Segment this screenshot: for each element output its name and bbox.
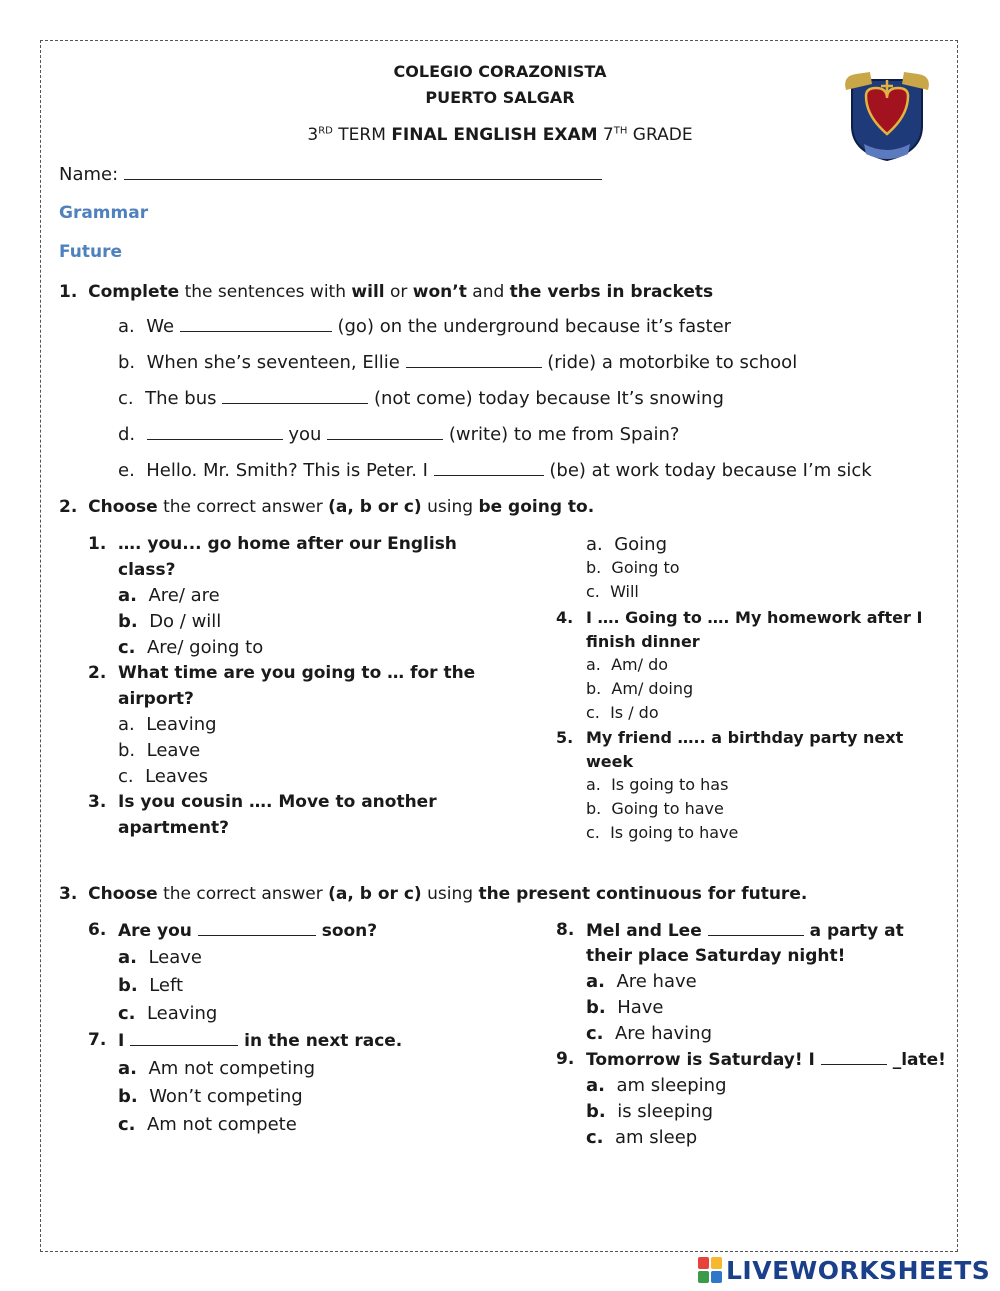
q1-a-blank[interactable] [180,316,332,332]
q2-item-4-question: I …. Going to …. My homework after I [586,608,923,627]
q3-item-9-question: Tomorrow is Saturday! I _late! [586,1050,946,1070]
q3-item-7-number: 7. [88,1030,107,1050]
q2-5-option-a[interactable]: a. Is going to has [586,775,729,794]
q3-item-9-number: 9. [556,1049,575,1069]
q2-item-5-question-cont: week [586,752,634,771]
q3-8-blank[interactable] [708,920,804,936]
q1-item-e: e. Hello. Mr. Smith? This is Peter. I (be) at work today because I’m sick [118,460,872,481]
name-label: Name: [59,164,119,185]
q3-item-8-question: Mel and Lee a party at [586,921,904,941]
q2-2-option-b[interactable]: b. Leave [118,740,201,761]
q1-b-blank[interactable] [406,352,542,368]
q2-3-option-a[interactable]: a. Going [586,534,668,555]
q2-4-option-c[interactable]: c. Is / do [586,703,659,722]
exam-title: 3RD TERM FINAL ENGLISH EXAM 7TH GRADE [307,125,693,145]
q2-item-5-number: 5. [556,728,574,747]
q3-item-6-question: Are you soon? [118,921,378,941]
q2-item-3-question: Is you cousin …. Move to another [118,792,437,812]
q3-item-7-question: I in the next race. [118,1031,403,1051]
q3-9-option-b[interactable]: b. is sleeping [586,1101,714,1122]
q2-3-option-c[interactable]: c. Will [586,582,639,601]
q3-item-8-number: 8. [556,920,575,940]
q2-3-option-b[interactable]: b. Going to [586,558,680,577]
liveworksheets-text: LIVEWORKSHEETS [726,1255,991,1285]
q1-item-a: a. We (go) on the underground because it’s faster [118,316,732,337]
q2-1-option-c[interactable]: c. Are/ going to [118,637,264,658]
school-crest-logo [842,66,932,162]
name-field[interactable] [59,164,602,185]
section-future: Future [59,242,123,262]
q1-d-blank-1[interactable] [147,424,283,440]
q2-item-5-question: My friend ….. a birthday party next [586,728,904,747]
q1-e-blank[interactable] [434,460,544,476]
q3-9-option-c[interactable]: c. am sleep [586,1127,698,1148]
q3-8-option-b[interactable]: b. Have [586,997,664,1018]
q3-item-8-question-cont: their place Saturday night! [586,946,846,966]
q1-item-d: d. you (write) to me from Spain? [118,424,680,445]
question-1-prompt: 1. Complete the sentences with will or won’t and the verbs in brackets [59,282,714,302]
q2-item-2-question-cont: airport? [118,689,194,709]
q3-9-option-a[interactable]: a. am sleeping [586,1075,727,1096]
q3-7-option-c[interactable]: c. Am not compete [118,1114,297,1135]
q2-item-2-number: 2. [88,663,107,683]
q2-item-1-number: 1. [88,534,107,554]
q3-item-6-number: 6. [88,920,107,940]
q3-7-option-a[interactable]: a. Am not competing [118,1058,316,1079]
q3-7-option-b[interactable]: b. Won’t competing [118,1086,303,1107]
liveworksheets-logo[interactable] [698,1254,990,1286]
q2-1-option-b[interactable]: b. Do / will [118,611,222,632]
q2-item-4-number: 4. [556,608,574,627]
question-2-prompt: 2. Choose the correct answer (a, b or c) using be going to. [59,497,595,517]
q1-d-blank-2[interactable] [327,424,443,440]
q2-1-option-a[interactable]: a. Are/ are [118,585,220,606]
q2-item-1-question-cont: class? [118,560,176,580]
section-grammar: Grammar [59,203,149,223]
q3-6-option-b[interactable]: b. Left [118,975,184,996]
q2-2-option-a[interactable]: a. Leaving [118,714,217,735]
q3-9-blank[interactable] [821,1049,887,1065]
q2-5-option-c[interactable]: c. Is going to have [586,823,739,842]
q2-item-3-question-cont: apartment? [118,818,229,838]
q1-c-blank[interactable] [222,388,368,404]
q1-item-c: c. The bus (not come) today because It’s snowing [118,388,724,409]
q3-7-blank[interactable] [130,1030,238,1046]
q2-4-option-a[interactable]: a. Am/ do [586,655,669,674]
q3-8-option-c[interactable]: c. Are having [586,1023,713,1044]
q2-4-option-b[interactable]: b. Am/ doing [586,679,694,698]
q2-2-option-c[interactable]: c. Leaves [118,766,208,787]
q3-6-option-a[interactable]: a. Leave [118,947,202,968]
school-name: COLEGIO CORAZONISTA [393,62,607,81]
liveworksheets-icon [698,1257,722,1283]
q1-item-b: b. When she’s seventeen, Ellie (ride) a motorbike to school [118,352,798,373]
q3-8-option-a[interactable]: a. Are have [586,971,697,992]
q2-5-option-b[interactable]: b. Going to have [586,799,724,818]
q2-item-3-number: 3. [88,792,107,812]
name-blank[interactable] [124,164,602,180]
q3-6-blank[interactable] [198,920,316,936]
q3-6-option-c[interactable]: c. Leaving [118,1003,218,1024]
q2-item-1-question: …. you... go home after our English [118,534,457,554]
q2-item-2-question: What time are you going to … for the [118,663,476,683]
question-3-prompt: 3. Choose the correct answer (a, b or c) using the present continuous for future. [59,884,808,904]
school-city: PUERTO SALGAR [425,88,575,107]
q2-item-4-question-cont: finish dinner [586,632,700,651]
